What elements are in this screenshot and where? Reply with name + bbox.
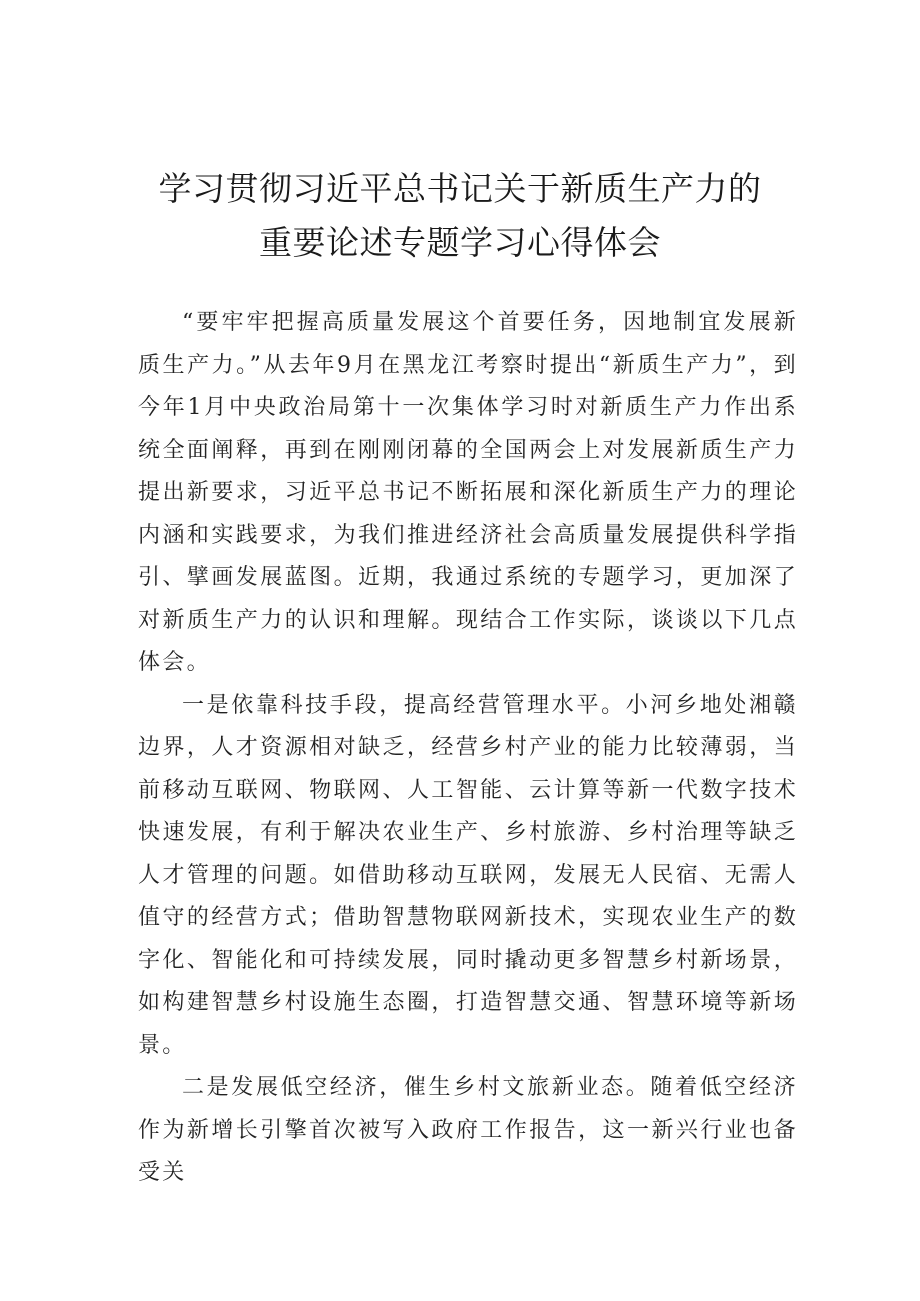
paragraph-point-two: 二是发展低空经济，催生乡村文旅新业态。随着低空经济作为新增长引擎首次被写入政府工作报告，这一新兴行业也备受关	[138, 1075, 798, 1185]
paragraph-point-one: 一是依靠科技手段，提高经营管理水平。小河乡地处湘赣边界，人才资源相对缺乏，经营乡村产业的能力比较薄弱，当前移动互联网、物联网、人工智能、云计算等新一代数字技术快速发展，有利于解决农业生产、乡村旅游、乡村治理等缺乏人才管理的问题。如借助移动互联网，发展无人民宿、无需人值守的经营方式；借助智慧物联网新技术，实现农业生产的数字化、智能化和可持续发展，同时撬动更多智慧乡村新场景，如构建智慧乡村设施生态圈，打造智慧交通、智慧环境等新场景。	[138, 692, 798, 1058]
document-title-line-2: 重要论述专题学习心得体会	[259, 223, 661, 262]
paragraph-intro: “要牢牢把握高质量发展这个首要任务，因地制宜发展新质生产力。”从去年9月在黑龙江考察时提出“新质生产力”，到今年1月中央政治局第十一次集体学习时对新质生产力作出系统全面阐释，再到在刚刚闭幕的全国两会上对发展新质生产力提出新要求，习近平总书记不断拓展和深化新质生产力的理论内涵和实践要求，为我们推进经济社会高质量发展提供科学指引、擘画发展蓝图。近期，我通过系统的专题学习，更加深了对新质生产力的认识和理解。现结合工作实际，谈谈以下几点体会。	[138, 310, 798, 675]
document-body	[138, 302, 798, 1195]
document-title-line-1: 学习贯彻习近平总书记关于新质生产力的	[158, 169, 762, 208]
